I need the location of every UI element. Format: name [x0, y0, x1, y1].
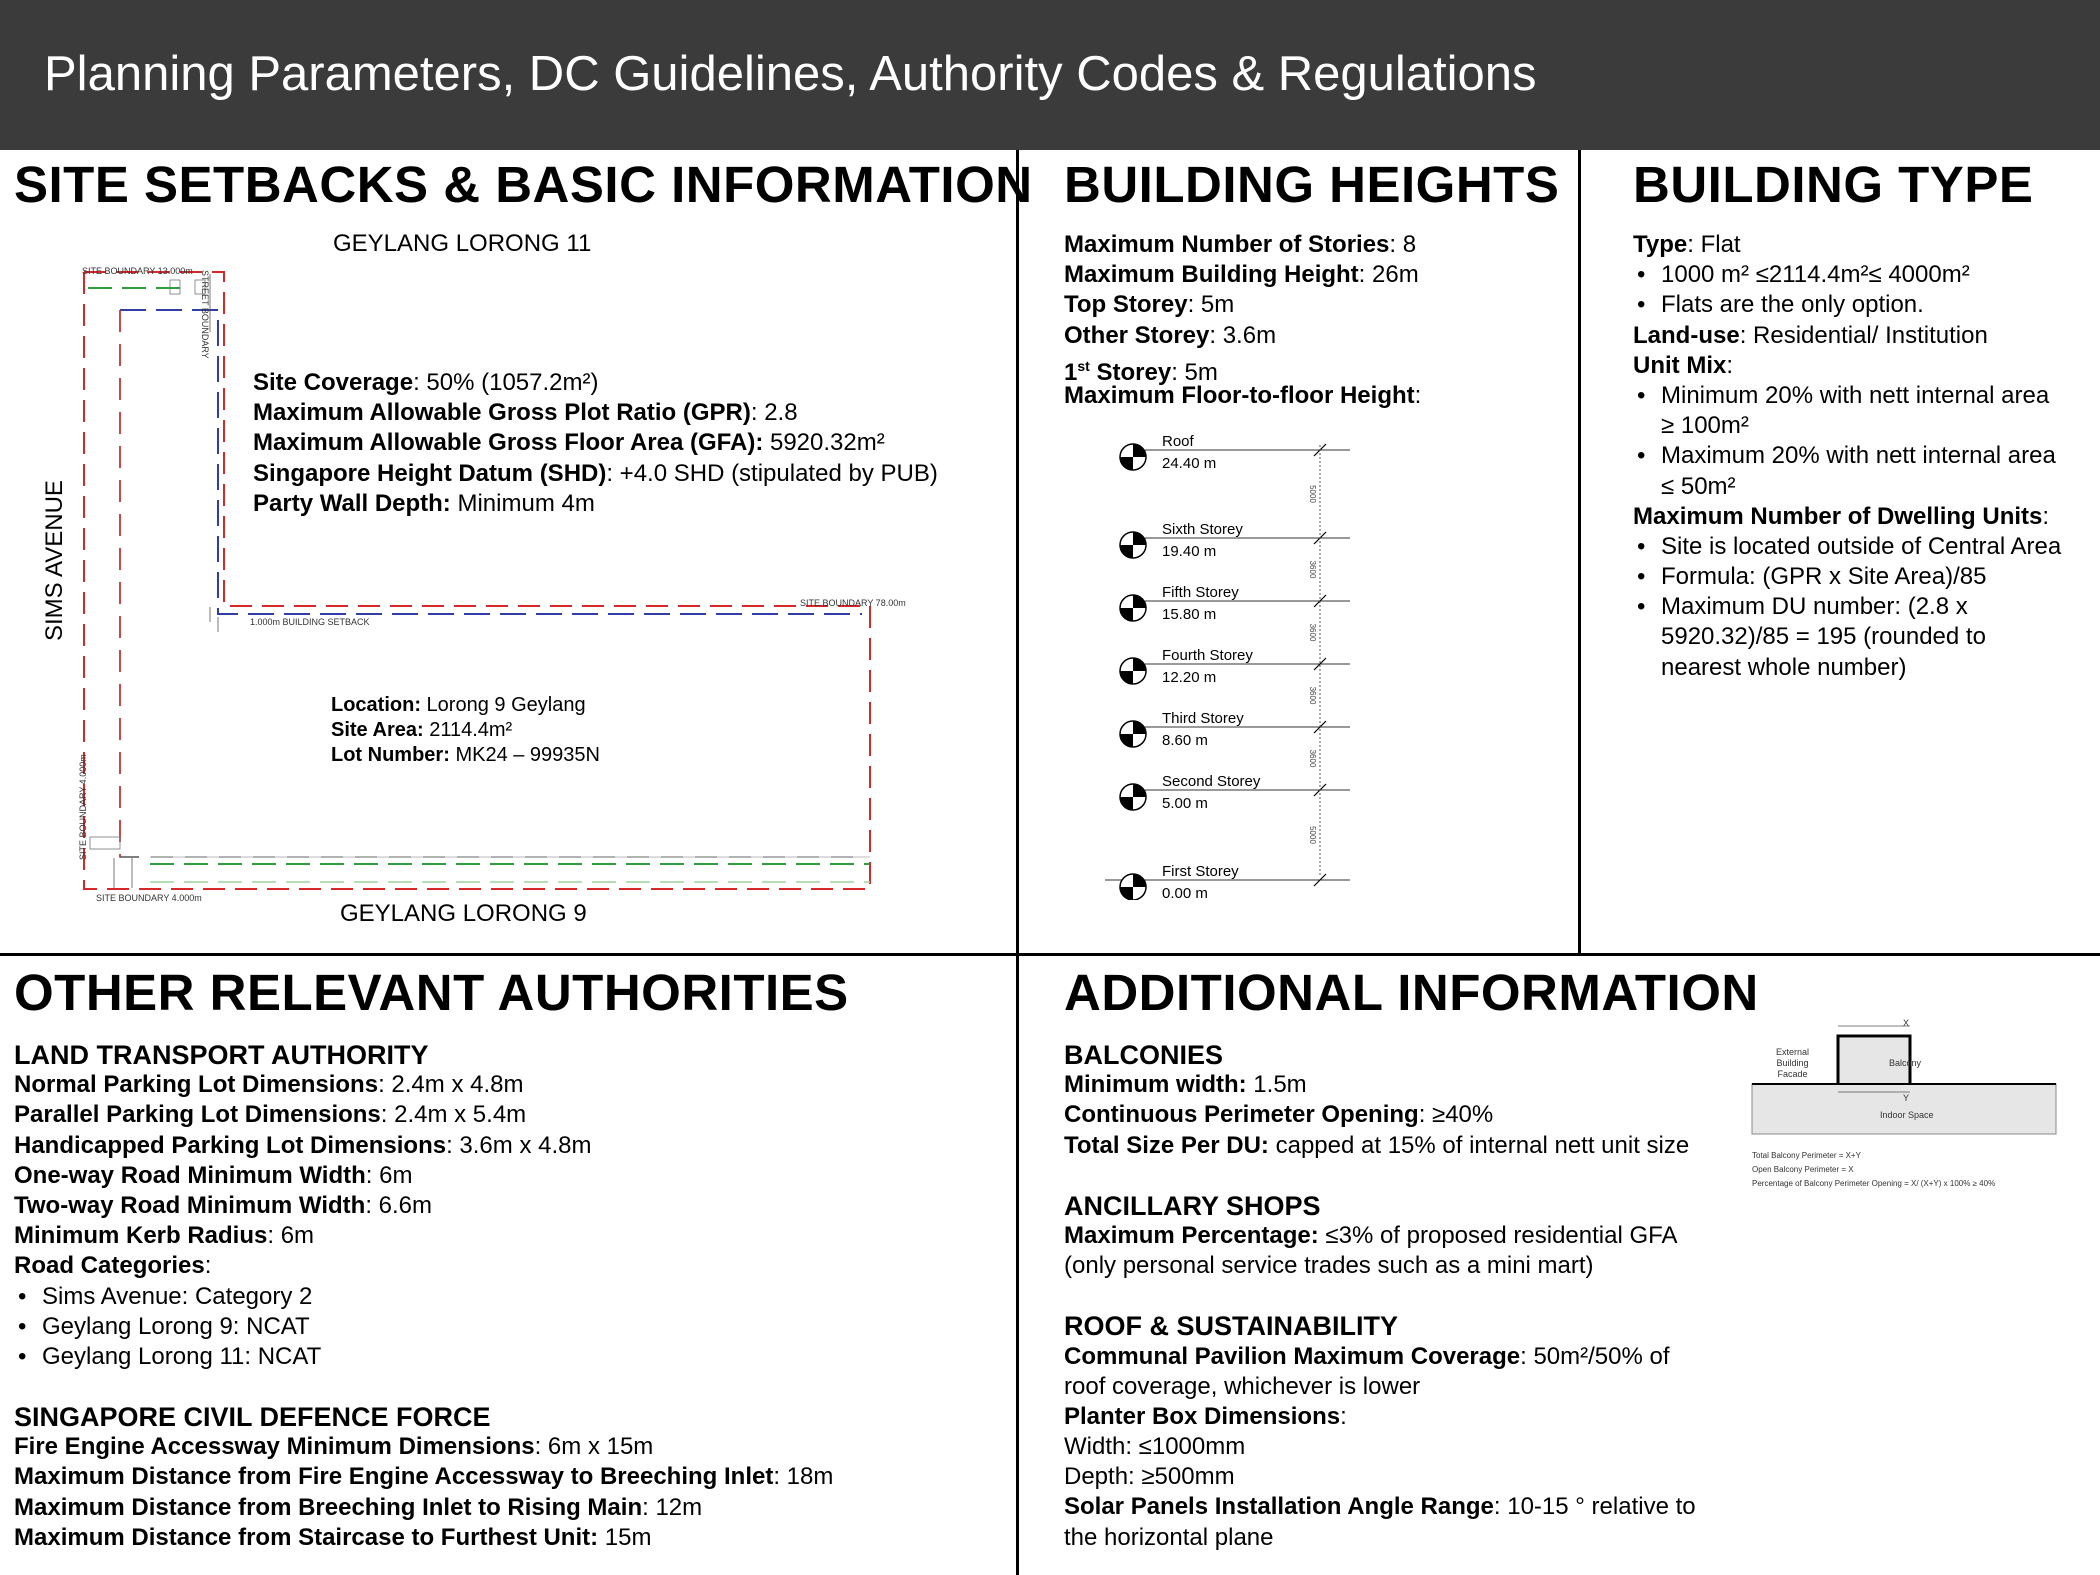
plan-note-setback: 1.000m BUILDING SETBACK [250, 617, 370, 627]
site-boundary [84, 272, 870, 889]
scdf-row: Fire Engine Accessway Minimum Dimensions: 6m x 15m [14, 1433, 654, 1461]
level-datum-quadrant [1133, 658, 1146, 671]
level-datum-quadrant [1133, 874, 1146, 887]
site-info-row: Site Area: 2114.4m² [331, 719, 513, 741]
scdf-row: Maximum Distance from Staircase to Furthest Unit: 15m [14, 1523, 652, 1551]
level-datum-quadrant [1133, 444, 1146, 457]
du-bullet: • Site is located outside of Central Area [1633, 532, 2061, 562]
level-elevation: 15.80 m [1162, 606, 1217, 623]
shops-title: ANCILLARY SHOPS [1064, 1190, 1321, 1221]
site-info-row: Lot Number: MK24 – 99935N [331, 744, 600, 766]
authorities-section-title: OTHER RELEVANT AUTHORITIES [14, 964, 849, 1021]
plan-note-left: SITE BOUNDARY 4.000m [78, 754, 88, 860]
site-section-title: SITE SETBACKS & BASIC INFORMATION [14, 156, 1033, 213]
site-info-row: Location: Lorong 9 Geylang [331, 694, 586, 716]
divider-v-main [1016, 150, 1019, 1575]
heights-section-title: BUILDING HEIGHTS [1064, 156, 1560, 213]
heights-param-row: 1st Storey: 5m [1064, 357, 1218, 386]
du-bullet: • Formula: (GPR x Site Area)/85 [1633, 562, 2061, 592]
roof-title: ROOF & SUSTAINABILITY [1064, 1311, 1398, 1342]
diagram-y-label: Y [1903, 1093, 1910, 1103]
diagram-x-label: X [1903, 1018, 1910, 1028]
level-name: Fourth Storey [1162, 647, 1253, 664]
level-datum-quadrant [1133, 784, 1146, 797]
type-bullet: • Flats are the only option. [1633, 290, 2061, 320]
site-param-row: Maximum Allowable Gross Floor Area (GFA): 5920.32m² [253, 429, 885, 457]
landuse-row: Land-use: Residential/ Institution [1633, 321, 1988, 349]
heights-param-row: Maximum Floor-to-floor Height: [1064, 381, 1422, 409]
lta-row: Road Categories: [14, 1252, 212, 1280]
header-bar [0, 0, 2100, 150]
shops-row-2: (only personal service trades such as a mini mart) [1064, 1252, 1594, 1280]
level-elevation: 24.40 m [1162, 455, 1217, 472]
site-param-row: Party Wall Depth: Minimum 4m [253, 489, 595, 517]
heights-param-row: Other Storey: 3.6m [1064, 321, 1277, 349]
level-name: Second Storey [1162, 773, 1261, 790]
plan-note-street: STREET BOUNDARY [200, 270, 210, 359]
level-elevation: 19.40 m [1162, 543, 1217, 560]
level-datum-quadrant [1120, 671, 1133, 684]
unitmix-bullet: • Minimum 20% with nett internal area ≥ 100m² [1633, 381, 2061, 441]
du-bullet: • Maximum DU number: (2.8 x 5920.32)/85 = 195 (rounded to nearest whole number) [1633, 592, 2061, 683]
type-section-title: BUILDING TYPE [1633, 156, 2034, 213]
level-elevation: 0.00 m [1162, 885, 1208, 902]
dimension-label: 5000 [1308, 826, 1317, 844]
balcony-row: Minimum width: 1.5m [1064, 1071, 1307, 1099]
diagram-notes: Total Balcony Perimeter = X+Y Open Balcony Perimeter = X Percentage of Balcony Perimeter Opening = X/ (X+Y) x 100% ≥ 40% [1752, 1151, 1996, 1188]
level-datum-quadrant [1133, 595, 1146, 608]
divider-v-top [1578, 150, 1581, 955]
level-name: Sixth Storey [1162, 521, 1243, 538]
level-name: Third Storey [1162, 710, 1244, 727]
lta-row: Parallel Parking Lot Dimensions: 2.4m x 5.4m [14, 1101, 527, 1129]
scdf-row: Maximum Distance from Fire Engine Accessway to Breeching Inlet: 18m [14, 1463, 834, 1491]
heights-params [1064, 230, 1421, 411]
type-bullet: • 1000 m² ≤2114.4m²≤ 4000m² [1633, 260, 2061, 290]
level-name: Fifth Storey [1162, 584, 1239, 601]
planter-row: Planter Box Dimensions: [1064, 1402, 1347, 1430]
site-param-row: Singapore Height Datum (SHD): +4.0 SHD (stipulated by PUB) [253, 459, 938, 487]
site-info [331, 693, 600, 768]
balcony-row: Continuous Perimeter Opening: ≥40% [1064, 1101, 1494, 1129]
lta-row: One-way Road Minimum Width: 6m [14, 1161, 413, 1189]
heights-param-row: Top Storey: 5m [1064, 291, 1235, 319]
type-content [1633, 230, 2061, 683]
pavilion-row-2: roof coverage, whichever is lower [1064, 1372, 1421, 1400]
unitmix-bullet: • Maximum 20% with nett internal area ≤ 50m² [1633, 441, 2061, 501]
diagram-indoor-label: Indoor Space [1880, 1110, 1934, 1120]
lta-row: Two-way Road Minimum Width: 6.6m [14, 1191, 433, 1219]
scdf-title: SINGAPORE CIVIL DEFENCE FORCE [14, 1402, 491, 1433]
level-elevation: 5.00 m [1162, 795, 1208, 812]
dimension-label: 3600 [1308, 686, 1317, 705]
road-bullet: • Geylang Lorong 9: NCAT [14, 1312, 833, 1342]
scdf-row: Maximum Distance from Breeching Inlet to Rising Main: 12m [14, 1493, 703, 1521]
type-row: Type: Flat [1633, 231, 1741, 258]
level-datum-quadrant [1120, 608, 1133, 621]
lta-row: Normal Parking Lot Dimensions: 2.4m x 4.8m [14, 1071, 524, 1099]
site-plan [70, 262, 890, 902]
planter-depth: Depth: ≥500mm [1064, 1463, 1235, 1491]
level-datum-quadrant [1133, 721, 1146, 734]
level-datum-quadrant [1133, 532, 1146, 545]
dimension-label: 3600 [1308, 749, 1317, 768]
dimension-label: 3600 [1308, 623, 1317, 642]
level-datum-quadrant [1120, 734, 1133, 747]
lta-row: Handicapped Parking Lot Dimensions: 3.6m x 4.8m [14, 1131, 592, 1159]
level-datum-quadrant [1120, 545, 1133, 558]
street-top-label: GEYLANG LORONG 11 [333, 230, 592, 257]
page-title: Planning Parameters, DC Guidelines, Authority Codes & Regulations [44, 47, 1537, 101]
pavilion-row: Communal Pavilion Maximum Coverage: 50m²/50% of [1064, 1342, 1670, 1370]
level-elevation: 8.60 m [1162, 732, 1208, 749]
level-datum-quadrant [1120, 887, 1133, 900]
du-row: Maximum Number of Dwelling Units: [1633, 502, 2050, 530]
shops-row: Maximum Percentage: ≤3% of proposed residential GFA [1064, 1221, 1678, 1249]
balcony-row: Total Size Per DU: capped at 15% of internal nett unit size [1064, 1131, 1690, 1159]
site-params [253, 368, 938, 519]
level-datum-quadrant [1120, 797, 1133, 810]
level-name: First Storey [1162, 863, 1239, 880]
diagram-balcony-label: Balcony [1889, 1058, 1922, 1068]
additional-content [1064, 1040, 1696, 1553]
level-name: Roof [1162, 433, 1194, 450]
planter-width: Width: ≤1000mm [1064, 1433, 1246, 1461]
road-bullet: • Sims Avenue: Category 2 [14, 1282, 833, 1312]
dimension-label: 3600 [1308, 560, 1317, 579]
plan-note-right: SITE BOUNDARY 78.00m [800, 598, 906, 608]
level-datum-quadrant [1120, 457, 1133, 470]
street-left-label: SIMS AVENUE [41, 480, 68, 641]
lta-title: LAND TRANSPORT AUTHORITY [14, 1040, 429, 1070]
additional-section-title: ADDITIONAL INFORMATION [1064, 964, 1759, 1021]
balconies-title: BALCONIES [1064, 1040, 1224, 1070]
solar-row: Solar Panels Installation Angle Range: 10-15 ° relative to [1064, 1493, 1696, 1521]
plan-note-top: SITE BOUNDARY 13.000m [82, 266, 193, 276]
site-param-row: Site Coverage: 50% (1057.2m²) [253, 369, 599, 396]
diagram-facade-label: External Building Facade [1776, 1047, 1810, 1079]
lta-row: Minimum Kerb Radius: 6m [14, 1222, 315, 1250]
heights-param-row: Maximum Building Height: 26m [1064, 261, 1419, 289]
plan-note-bottom: SITE BOUNDARY 4.000m [96, 893, 202, 903]
heights-param-row: Maximum Number of Stories: 8 [1064, 231, 1417, 258]
street-bottom-label: GEYLANG LORONG 9 [340, 900, 587, 927]
solar-row-2: the horizontal plane [1064, 1523, 1274, 1551]
road-bullet: • Geylang Lorong 11: NCAT [14, 1342, 833, 1372]
unitmix-row: Unit Mix: [1633, 351, 1733, 379]
level-elevation: 12.20 m [1162, 669, 1217, 686]
divider-h [0, 953, 2100, 956]
site-param-row: Maximum Allowable Gross Plot Ratio (GPR): 2.8 [253, 399, 798, 427]
dimension-label: 5000 [1308, 485, 1317, 503]
authorities-content [14, 1040, 833, 1553]
